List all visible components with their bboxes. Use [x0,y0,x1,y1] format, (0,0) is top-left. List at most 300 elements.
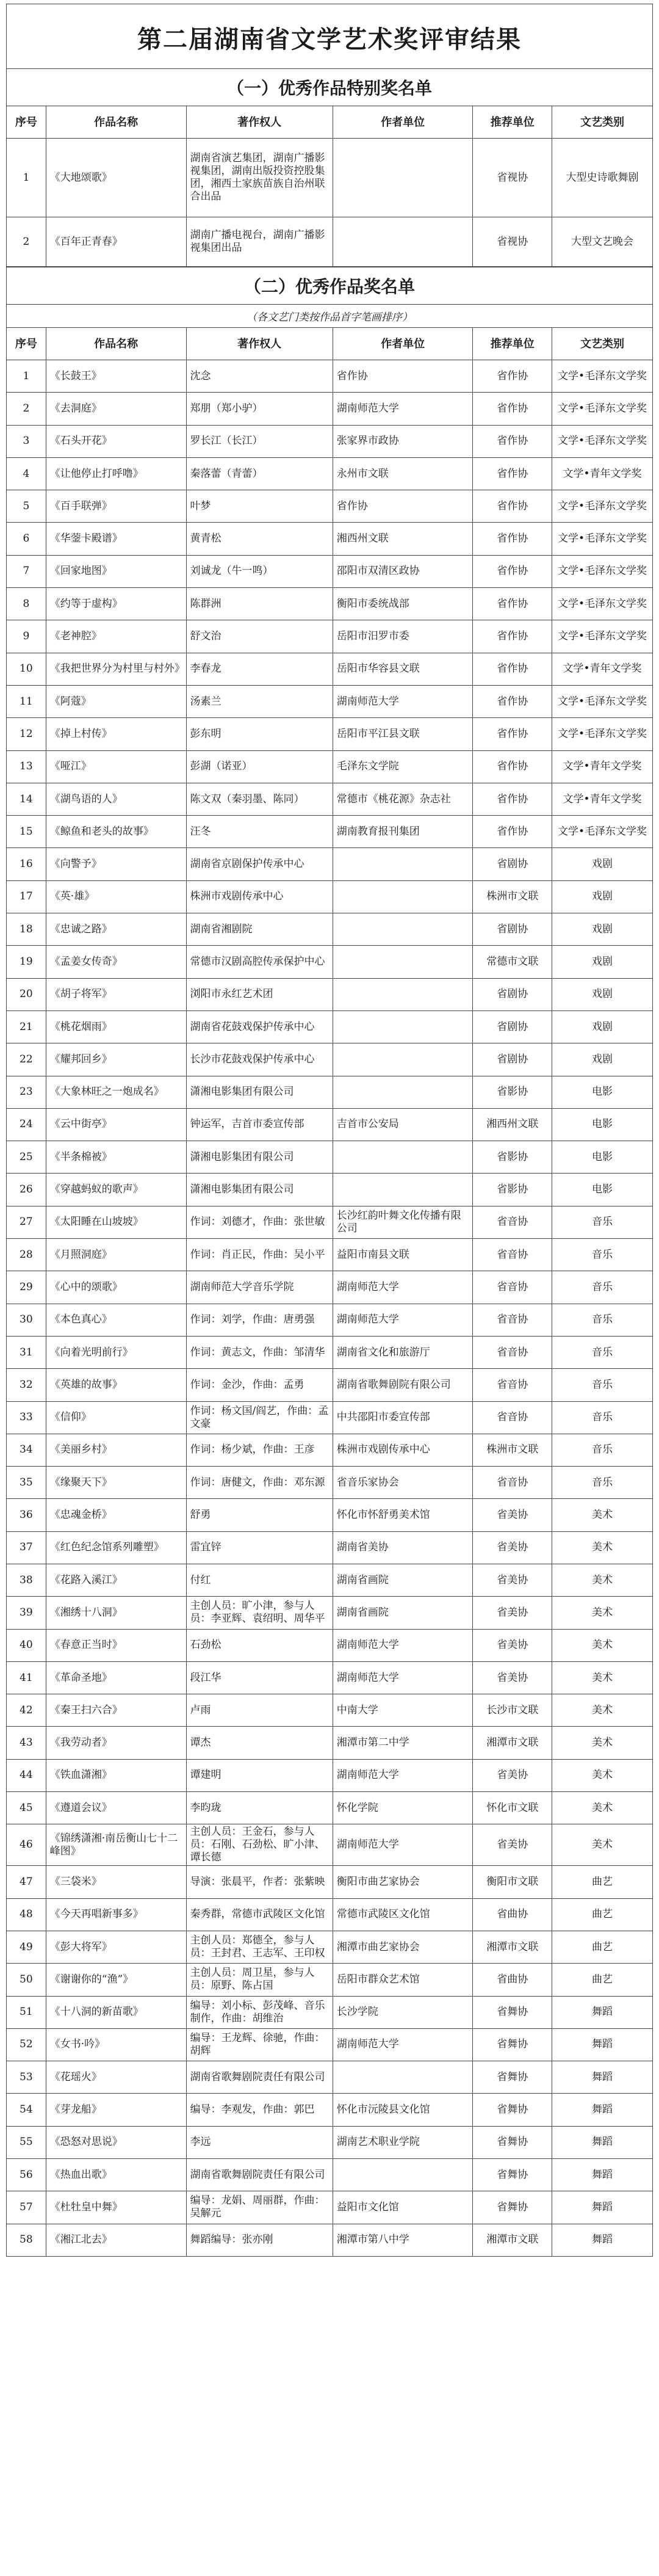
cell-unit [333,880,473,913]
cell-cat: 文学•毛泽东文学奖 [552,718,652,750]
cell-work: 《湖鸟语的人》 [46,783,186,815]
cell-cat: 音乐 [552,1206,652,1238]
cell-no: 13 [7,750,46,783]
cell-cat: 音乐 [552,1239,652,1271]
cell-rec: 省音协 [473,1271,552,1304]
cell-unit: 省音乐家协会 [333,1467,473,1499]
cell-rec: 省作协 [473,425,552,457]
cell-author: 陈群洲 [186,588,333,620]
cell-rec: 省作协 [473,783,552,815]
table-row [7,1271,653,1304]
cell-work: 《英雄的故事》 [46,1369,186,1401]
cell-cat: 戏剧 [552,978,652,1010]
cell-work: 《革命圣地》 [46,1661,186,1694]
cell-work: 《太阳睡在山坡坡》 [46,1206,186,1238]
cell-work: 《约等于虚构》 [46,588,186,620]
cell-author: 潇湘电影集团有限公司 [186,1076,333,1108]
cell-work: 《春意正当时》 [46,1629,186,1661]
cell-cat: 戏剧 [552,1043,652,1076]
cell-work: 《石头开花》 [46,425,186,457]
cell-rec: 省舞协 [473,2028,552,2061]
cell-no: 50 [7,1964,46,1996]
table-row [7,1010,653,1043]
cell-author: 主创人员：周卫星，参与人员：原野、陈占国 [186,1964,333,1996]
cell-work: 《胡子将军》 [46,978,186,1010]
cell-author: 湖南省歌舞剧院责任有限公司 [186,2061,333,2094]
table-row [7,1824,653,1866]
cell-no: 9 [7,620,46,653]
cell-no: 54 [7,2094,46,2126]
cell-work: 《百年正青春》 [46,217,186,267]
cell-author: 作词：杨少斌，作曲：王彦 [186,1434,333,1466]
cell-cat: 文学•毛泽东文学奖 [552,685,652,717]
cell-unit: 湘西州文联 [333,523,473,555]
cell-cat: 戏剧 [552,1010,652,1043]
cell-author: 湖南省歌舞剧院责任有限公司 [186,2159,333,2191]
cell-unit: 怀化学院 [333,1792,473,1824]
table-row [7,1499,653,1531]
cell-no: 55 [7,2126,46,2158]
cell-no: 49 [7,1931,46,1963]
table-row [7,1467,653,1499]
cell-work: 《阿蔻》 [46,685,186,717]
cell-rec: 怀化市文联 [473,1792,552,1824]
cell-no: 16 [7,848,46,880]
table-row [7,2094,653,2126]
table-row [7,1661,653,1694]
cell-rec: 省剧协 [473,978,552,1010]
cell-work: 《缘聚天下》 [46,1467,186,1499]
cell-no: 5 [7,490,46,523]
cell-cat: 舞蹈 [552,2191,652,2224]
cell-work: 《秦王扫六合》 [46,1694,186,1727]
cell-unit: 长沙学院 [333,1996,473,2028]
cell-work: 《美丽乡村》 [46,1434,186,1466]
cell-rec: 省作协 [473,750,552,783]
cell-unit [333,2159,473,2191]
cell-cat: 电影 [552,1141,652,1174]
cell-rec: 衡阳市文联 [473,1866,552,1898]
cell-no: 17 [7,880,46,913]
cell-author: 郑朋（郑小驴） [186,393,333,425]
header-cell: 序号 [7,328,46,360]
cell-rec: 省作协 [473,393,552,425]
cell-cat: 音乐 [552,1467,652,1499]
cell-rec: 省舞协 [473,2191,552,2224]
cell-author: 彭湖（诺亚） [186,750,333,783]
cell-no: 24 [7,1108,46,1141]
cell-rec: 省音协 [473,1336,552,1368]
cell-no: 8 [7,588,46,620]
cell-author: 舒文治 [186,620,333,653]
table-row [7,555,653,587]
cell-cat: 文学•毛泽东文学奖 [552,620,652,653]
cell-rec: 省剧协 [473,848,552,880]
cell-unit: 湖南省歌舞剧院有限公司 [333,1369,473,1401]
cell-rec: 省剧协 [473,913,552,946]
cell-unit [333,913,473,946]
cell-unit: 湘潭市第二中学 [333,1727,473,1759]
cell-no: 1 [7,360,46,393]
sort-note: （各文艺门类按作品首字笔画排序） [6,304,653,327]
excellent-award-table [6,327,653,2257]
cell-unit: 长沙红韵叶舞文化传播有限公司 [333,1206,473,1238]
cell-unit: 常德市《桃花源》杂志社 [333,783,473,815]
table-row [7,1239,653,1271]
cell-unit: 湖南师范大学 [333,1271,473,1304]
header-cell: 作者单位 [333,328,473,360]
cell-unit: 衡阳市委统战部 [333,588,473,620]
cell-work: 《女书·吟》 [46,2028,186,2061]
cell-author: 作词：杨文国/阎艺，作曲：孟文豪 [186,1401,333,1434]
cell-rec: 省曲协 [473,1964,552,1996]
cell-unit: 湖南师范大学 [333,1661,473,1694]
cell-author: 编导：王龙辉、徐驰，作曲：胡辉 [186,2028,333,2061]
cell-author: 作词：唐健文，作曲：邓东源 [186,1467,333,1499]
cell-cat: 戏剧 [552,880,652,913]
cell-author: 湖南省京剧保护传承中心 [186,848,333,880]
cell-no: 48 [7,1898,46,1931]
cell-rec: 省美协 [473,1531,552,1564]
cell-rec: 株洲市文联 [473,1434,552,1466]
cell-no: 4 [7,457,46,490]
header-cell: 推荐单位 [473,328,552,360]
cell-author: 株洲市戏剧传承中心 [186,880,333,913]
cell-author: 雷宜锌 [186,1531,333,1564]
cell-cat: 大型文艺晚会 [552,217,652,267]
cell-rec: 省作协 [473,685,552,717]
cell-no: 26 [7,1174,46,1206]
table-row [7,1597,653,1629]
table-row [7,2126,653,2158]
header-cell: 著作权人 [186,106,333,139]
cell-work: 《大象林旺之一炮成名》 [46,1076,186,1108]
cell-author: 秦落蕾（青蕾） [186,457,333,490]
table-row [7,523,653,555]
cell-no: 6 [7,523,46,555]
cell-no: 2 [7,217,46,267]
cell-rec: 省曲协 [473,1898,552,1931]
table-row [7,2191,653,2224]
table-row [7,425,653,457]
cell-rec: 省影协 [473,1141,552,1174]
cell-unit [333,1174,473,1206]
cell-work: 《我劳动者》 [46,1727,186,1759]
cell-work: 《本色真心》 [46,1304,186,1336]
cell-no: 12 [7,718,46,750]
cell-work: 《鲸鱼和老头的故事》 [46,816,186,848]
cell-no: 30 [7,1304,46,1336]
cell-no: 43 [7,1727,46,1759]
cell-rec: 省作协 [473,588,552,620]
table-row [7,1336,653,1368]
cell-cat: 文学•毛泽东文学奖 [552,425,652,457]
table-row [7,1931,653,1963]
cell-rec: 湘西州文联 [473,1108,552,1141]
cell-no: 28 [7,1239,46,1271]
cell-work: 《耀邦回乡》 [46,1043,186,1076]
table-row [7,880,653,913]
cell-rec: 省音协 [473,1239,552,1271]
cell-author: 常德市汉剧高腔传承保护中心 [186,946,333,978]
cell-work: 《信仰》 [46,1401,186,1434]
cell-rec: 湘潭市文联 [473,1727,552,1759]
cell-rec: 省舞协 [473,2159,552,2191]
table-row [7,946,653,978]
special-award-table [6,106,653,267]
cell-cat: 音乐 [552,1434,652,1466]
cell-work: 《谢谢你的“渔”》 [46,1964,186,1996]
table-row [7,848,653,880]
cell-author: 段江华 [186,1661,333,1694]
table-header-row [7,106,653,139]
table-row [7,2061,653,2094]
cell-work: 《花瑶火》 [46,2061,186,2094]
table-row [7,1304,653,1336]
table-row [7,1694,653,1727]
cell-author: 主创人员：王金石，参与人员：石刚、石劲松、旷小津、谭长德 [186,1824,333,1866]
cell-cat: 美术 [552,1499,652,1531]
cell-unit: 省作协 [333,360,473,393]
cell-author: 谭杰 [186,1727,333,1759]
section-title-excellent: （二）优秀作品奖名单 [6,267,653,304]
cell-no: 15 [7,816,46,848]
cell-rec: 省音协 [473,1369,552,1401]
cell-cat: 舞蹈 [552,2224,652,2256]
cell-no: 27 [7,1206,46,1238]
cell-author: 编导：李观发，作曲：郭巴 [186,2094,333,2126]
cell-rec: 省作协 [473,360,552,393]
cell-cat: 文学•青年文学奖 [552,750,652,783]
table-row [7,1043,653,1076]
cell-work: 《我把世界分为村里与村外》 [46,653,186,685]
table-row [7,653,653,685]
cell-work: 《遵道会议》 [46,1792,186,1824]
cell-rec: 长沙市文联 [473,1694,552,1727]
cell-no: 11 [7,685,46,717]
cell-author: 主创人员：旷小津，参与人员：李亚辉、袁绍明、周华平 [186,1597,333,1629]
cell-no: 47 [7,1866,46,1898]
cell-author: 编导：刘小标、彭茂峰、音乐制作，作曲：胡维治 [186,1996,333,2028]
table-row [7,913,653,946]
cell-author: 湖南省花鼓戏保护传承中心 [186,1010,333,1043]
cell-no: 21 [7,1010,46,1043]
table-row [7,1369,653,1401]
cell-unit [333,1010,473,1043]
cell-author: 作词：肖正民，作曲：吴小平 [186,1239,333,1271]
cell-cat: 美术 [552,1629,652,1661]
cell-author: 李昀珑 [186,1792,333,1824]
cell-author: 主创人员：郑德全，参与人员：王封君、王志军、王印权 [186,1931,333,1963]
cell-unit: 湖南师范大学 [333,1824,473,1866]
award-rows [7,360,653,2257]
cell-unit: 省作协 [333,490,473,523]
cell-cat: 戏剧 [552,913,652,946]
cell-unit [333,217,473,267]
cell-work: 《长鼓王》 [46,360,186,393]
cell-author: 湖南广播电视台，湖南广播影视集团出品 [186,217,333,267]
cell-rec: 省视协 [473,139,552,217]
cell-rec: 株洲市文联 [473,880,552,913]
cell-rec: 省作协 [473,555,552,587]
cell-unit: 怀化市怀舒勇美术馆 [333,1499,473,1531]
cell-rec: 湘潭市文联 [473,2224,552,2256]
cell-author: 作词：金沙，作曲：孟勇 [186,1369,333,1401]
cell-cat: 文学•毛泽东文学奖 [552,588,652,620]
cell-author: 李远 [186,2126,333,2158]
cell-unit: 益阳市文化馆 [333,2191,473,2224]
cell-no: 1 [7,139,46,217]
cell-work: 《今天再唱新事多》 [46,1898,186,1931]
cell-work: 《月照洞庭》 [46,1239,186,1271]
table-row [7,816,653,848]
cell-cat: 文学•青年文学奖 [552,653,652,685]
cell-unit [333,1043,473,1076]
table-row [7,685,653,717]
cell-unit: 湖南师范大学 [333,393,473,425]
cell-author: 谭建明 [186,1759,333,1791]
cell-cat: 美术 [552,1824,652,1866]
cell-work: 《华蓥卡殿谱》 [46,523,186,555]
table-row [7,1964,653,1996]
cell-rec: 省音协 [473,1401,552,1434]
table-row [7,1866,653,1898]
cell-unit: 湘潭市第八中学 [333,2224,473,2256]
cell-no: 19 [7,946,46,978]
cell-cat: 舞蹈 [552,1996,652,2028]
table-row [7,139,653,217]
cell-rec: 省视协 [473,217,552,267]
cell-unit [333,946,473,978]
cell-author: 作词：刘德才，作曲：张世敏 [186,1206,333,1238]
cell-rec: 省美协 [473,1824,552,1866]
cell-work: 《锦绣潇湘·南岳衡山七十二峰图》 [46,1824,186,1866]
cell-unit: 岳阳市华容县文联 [333,653,473,685]
cell-unit: 中共邵阳市委宣传部 [333,1401,473,1434]
cell-author: 彭东明 [186,718,333,750]
table-row [7,783,653,815]
cell-rec: 省美协 [473,1759,552,1791]
table-row [7,1564,653,1596]
cell-no: 57 [7,2191,46,2224]
cell-unit: 湖南教育报刊集团 [333,816,473,848]
table-row [7,2028,653,2061]
cell-unit: 常德市武陵区文化馆 [333,1898,473,1931]
cell-unit: 湖南师范大学 [333,1759,473,1791]
cell-unit: 湖南省美协 [333,1531,473,1564]
page-title: 第二届湖南省文学艺术奖评审结果 [6,4,653,68]
cell-no: 3 [7,425,46,457]
cell-cat: 曲艺 [552,1964,652,1996]
cell-author: 湖南师范大学音乐学院 [186,1271,333,1304]
cell-work: 《红色纪念馆系列雕塑》 [46,1531,186,1564]
cell-work: 《掉上村传》 [46,718,186,750]
cell-author: 卢雨 [186,1694,333,1727]
cell-author: 舞蹈编导：张亦刚 [186,2224,333,2256]
cell-author: 秦秀群，常德市武陵区文化馆 [186,1898,333,1931]
cell-unit: 湖南省画院 [333,1564,473,1596]
cell-unit [333,978,473,1010]
cell-rec: 省作协 [473,653,552,685]
cell-work: 《芽龙船》 [46,2094,186,2126]
cell-no: 37 [7,1531,46,1564]
cell-unit: 湖南师范大学 [333,1304,473,1336]
cell-author: 潇湘电影集团有限公司 [186,1141,333,1174]
cell-no: 39 [7,1597,46,1629]
cell-unit: 衡阳市曲艺家协会 [333,1866,473,1898]
cell-author: 刘诚龙（牛一鸣） [186,555,333,587]
table-row [7,1174,653,1206]
cell-author: 付红 [186,1564,333,1596]
cell-cat: 电影 [552,1174,652,1206]
cell-cat: 美术 [552,1727,652,1759]
cell-rec: 省美协 [473,1661,552,1694]
cell-no: 14 [7,783,46,815]
cell-author: 石劲松 [186,1629,333,1661]
cell-no: 40 [7,1629,46,1661]
cell-unit: 湘潭市曲艺家协会 [333,1931,473,1963]
cell-rec: 省舞协 [473,1996,552,2028]
cell-no: 45 [7,1792,46,1824]
cell-author: 作词：刘学，作曲：唐勇强 [186,1304,333,1336]
cell-cat: 文学•毛泽东文学奖 [552,555,652,587]
cell-no: 34 [7,1434,46,1466]
cell-author: 湖南省演艺集团，湖南广播影视集团，湖南出版投资控股集团，湘西土家族苗族自治州联合出品 [186,139,333,217]
cell-author: 潇湘电影集团有限公司 [186,1174,333,1206]
cell-no: 23 [7,1076,46,1108]
cell-cat: 曲艺 [552,1931,652,1963]
table-row [7,1401,653,1434]
cell-cat: 戏剧 [552,946,652,978]
cell-no: 22 [7,1043,46,1076]
cell-no: 46 [7,1824,46,1866]
cell-no: 20 [7,978,46,1010]
cell-cat: 电影 [552,1108,652,1141]
cell-cat: 美术 [552,1597,652,1629]
table-row [7,1206,653,1238]
cell-work: 《孟姜女传奇》 [46,946,186,978]
cell-rec: 省美协 [473,1597,552,1629]
cell-cat: 文学•毛泽东文学奖 [552,816,652,848]
cell-no: 44 [7,1759,46,1791]
cell-work: 《彭大将军》 [46,1931,186,1963]
cell-cat: 舞蹈 [552,2159,652,2191]
cell-no: 35 [7,1467,46,1499]
cell-unit: 湖南师范大学 [333,685,473,717]
cell-work: 《让他停止打呼噜》 [46,457,186,490]
cell-no: 56 [7,2159,46,2191]
cell-work: 《桃花烟雨》 [46,1010,186,1043]
cell-work: 《忠诚之路》 [46,913,186,946]
table-row [7,1792,653,1824]
cell-rec: 省作协 [473,523,552,555]
cell-cat: 美术 [552,1531,652,1564]
cell-cat: 美术 [552,1759,652,1791]
cell-rec: 省作协 [473,490,552,523]
cell-author: 作词：黄志文，作曲：邹清华 [186,1336,333,1368]
cell-cat: 音乐 [552,1336,652,1368]
cell-cat: 舞蹈 [552,2061,652,2094]
cell-rec: 省美协 [473,1629,552,1661]
cell-work: 《半条棉被》 [46,1141,186,1174]
cell-author: 钟运军，吉首市委宣传部 [186,1108,333,1141]
cell-author: 长沙市花鼓戏保护传承中心 [186,1043,333,1076]
cell-work: 《英·雄》 [46,880,186,913]
cell-unit: 张家界市政协 [333,425,473,457]
table-row [7,1629,653,1661]
cell-no: 58 [7,2224,46,2256]
cell-rec: 省作协 [473,718,552,750]
